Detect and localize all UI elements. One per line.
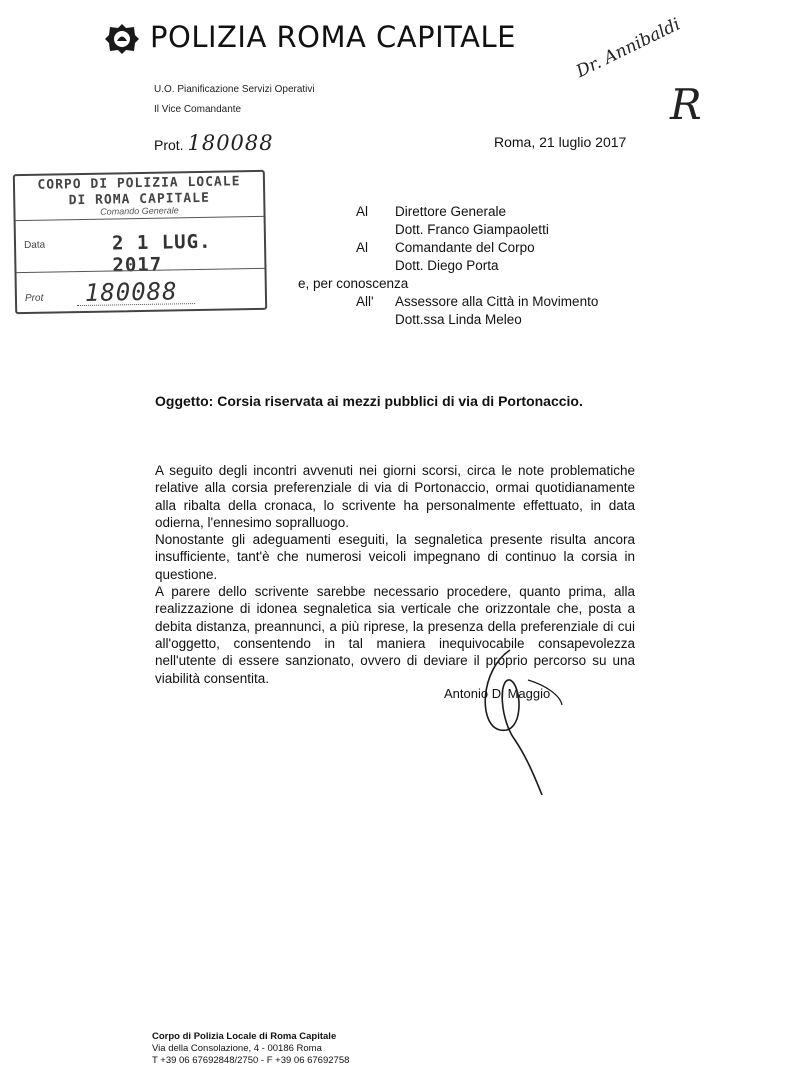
logo-title: POLIZIA ROMA CAPITALE — [150, 20, 516, 54]
recipient-name: Dott.ssa Linda Meleo — [395, 312, 522, 327]
spacer — [356, 221, 395, 239]
recipient-2-name-row — [356, 257, 549, 275]
footer-address: Via della Consolazione, 4 - 00186 Roma — [152, 1043, 322, 1054]
handwritten-initial: R — [670, 80, 702, 129]
body-paragraph-1: A seguito degli incontri avvenuti nei giorni scorsi, circa le note problematiche relative alla corsia preferenziale di via di Portonaccio, ormai quotidianamente alla ribalta della cronaca, lo scrivente ha personalmente effettuato, in data odierna, l'ennesimo sopralluogo. — [155, 463, 635, 530]
recipients-block — [356, 203, 549, 275]
spacer — [356, 311, 395, 329]
spacer — [356, 257, 395, 275]
stamp-date: 2 1 LUG. 2017 — [111, 230, 212, 277]
place-date: Roma, 21 luglio 2017 — [494, 134, 627, 150]
footer-contacts: T +39 06 67692848/2750 - F +39 06 67692758 — [152, 1055, 350, 1066]
protocol-line — [154, 131, 274, 155]
stamp-line2: DI ROMA CAPITALE — [68, 190, 210, 209]
stamp-prot-number: 180088 — [84, 277, 178, 307]
signer-name: Antonio Di Maggio — [444, 686, 551, 701]
recipient-prep: Al — [356, 204, 369, 219]
protocol-label: Prot. — [154, 137, 184, 153]
recipient-2 — [356, 239, 549, 257]
recipient-name: Dott. Franco Giampaoletti — [395, 222, 549, 237]
recipient-prep: Al — [356, 240, 369, 255]
cc-recipient — [356, 293, 598, 329]
letter-footer — [152, 1031, 349, 1067]
unit-line: U.O. Pianificazione Servizi Operativi — [154, 84, 315, 95]
cc-label: e, per conoscenza — [298, 276, 409, 291]
recipient-title: Comandante del Corpo — [395, 240, 535, 255]
stamp-line1: CORPO DI POLIZIA LOCALE — [37, 174, 241, 193]
recipient-prep: All' — [356, 294, 374, 309]
recipient-name: Dott. Diego Porta — [395, 258, 499, 273]
handwritten-signature — [470, 630, 580, 800]
footer-org: Corpo di Polizia Locale di Roma Capitale — [152, 1031, 337, 1042]
recipient-1 — [356, 203, 549, 221]
recipient-title: Assessore alla Città in Movimento — [395, 294, 599, 309]
cc-recipient-name-row — [356, 311, 598, 329]
handwritten-note: Dr. Annibaldi — [573, 14, 684, 82]
police-emblem-icon — [104, 22, 140, 56]
stamp-prot-label: Prot — [24, 292, 44, 305]
cc-recipient-title-row — [356, 293, 598, 311]
body-paragraph-3: A parere dello scrivente sarebbe necessario procedere, quanto prima, alla realizzazione di idonea segnaletica sia verticale che orizzontale che, posta a debita distanza, preannunci, a più riprese, la presenza della preferenziale di cui all'oggetto, consentendo in tal maniera inequivocabile consapevolezza nell'utente di essere sanzionato, ovvero di deviare il proprio percorso su una viabilità consentita. — [155, 584, 635, 686]
protocol-number: 180088 — [187, 131, 274, 155]
body-paragraph-2: Nonostante gli adeguamenti eseguiti, la segnaletica presente risulta ancora insufficiente, tant'è che numerosi veicoli impegnano di continuo la corsia in questione. — [155, 532, 635, 582]
stamp-line3: Comando Generale — [100, 205, 179, 217]
recipient-1-name-row — [356, 221, 549, 239]
protocol-stamp — [13, 170, 267, 314]
subject-line: Oggetto: Corsia riservata ai mezzi pubblici di via di Portonaccio. — [155, 393, 583, 409]
role-line: Il Vice Comandante — [154, 104, 242, 115]
stamp-date-label: Data — [23, 239, 46, 252]
recipient-title: Direttore Generale — [395, 204, 507, 219]
